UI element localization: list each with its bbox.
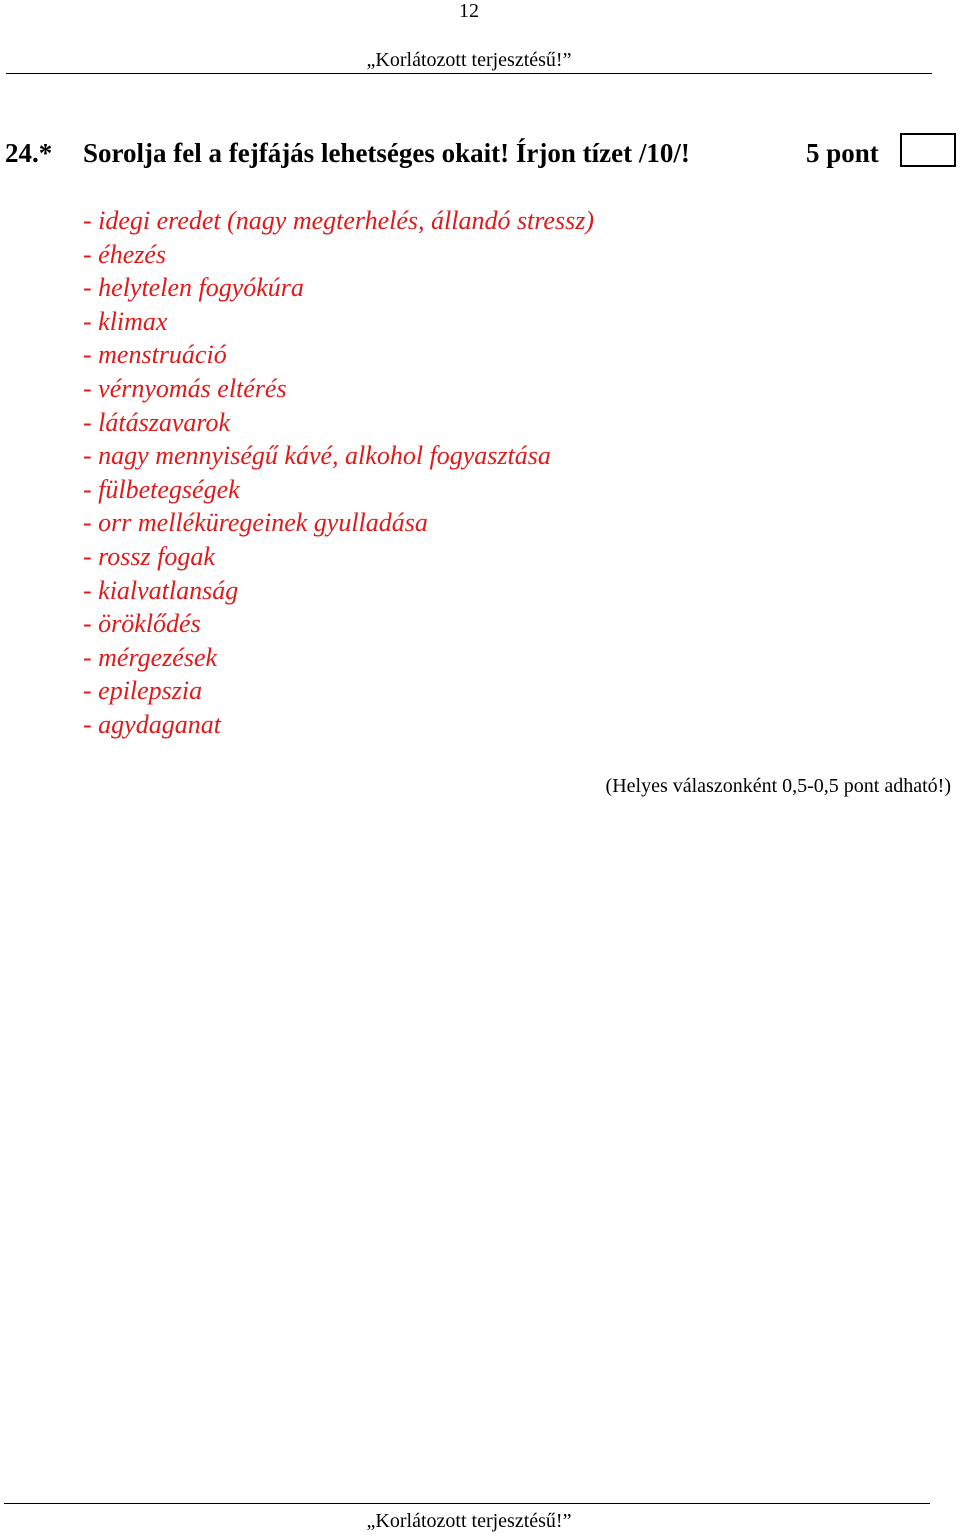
- answer-item: - helytelen fogyókúra: [83, 273, 304, 303]
- answer-item: - idegi eredet (nagy megterhelés, állandó stressz): [83, 206, 594, 235]
- answer-item: - nagy mennyiségű kávé, alkohol fogyasztása: [83, 441, 551, 471]
- header-distribution-notice: „Korlátozott terjesztésű!”: [366, 49, 572, 71]
- page-number: 12: [459, 0, 479, 22]
- answer-item: - éhezés: [83, 239, 167, 269]
- scoring-note: (Helyes válaszonként 0,5-0,5 pont adható!): [605, 775, 951, 797]
- answer-item: - epilepszia: [83, 676, 203, 706]
- question-text: Sorolja fel a fejfájás lehetséges okait! Írjon tízet /10/!: [83, 138, 690, 168]
- answer-item: - fülbetegségek: [83, 474, 240, 504]
- footer-divider: [4, 1503, 930, 1504]
- answer-item: - menstruáció: [83, 340, 227, 370]
- header-divider: [6, 73, 932, 74]
- answer-item: - öröklődés: [83, 609, 201, 639]
- answer-item: - klimax: [83, 306, 168, 336]
- answer-item: - mérgezések: [83, 642, 218, 672]
- answer-list: [83, 204, 594, 742]
- footer-distribution-notice: „Korlátozott terjesztésű!”: [366, 1510, 572, 1532]
- question-number: 24.*: [5, 138, 53, 168]
- answer-item: - látászavarok: [83, 407, 231, 437]
- answer-item: - agydaganat: [83, 709, 221, 739]
- score-box[interactable]: [900, 133, 956, 167]
- answer-item: - kialvatlanság: [83, 575, 239, 605]
- question-points: 5 pont: [806, 138, 879, 168]
- answer-item: - orr melléküregeinek gyulladása: [83, 508, 428, 538]
- answer-item: - rossz fogak: [83, 541, 215, 571]
- answer-item: - vérnyomás eltérés: [83, 373, 287, 403]
